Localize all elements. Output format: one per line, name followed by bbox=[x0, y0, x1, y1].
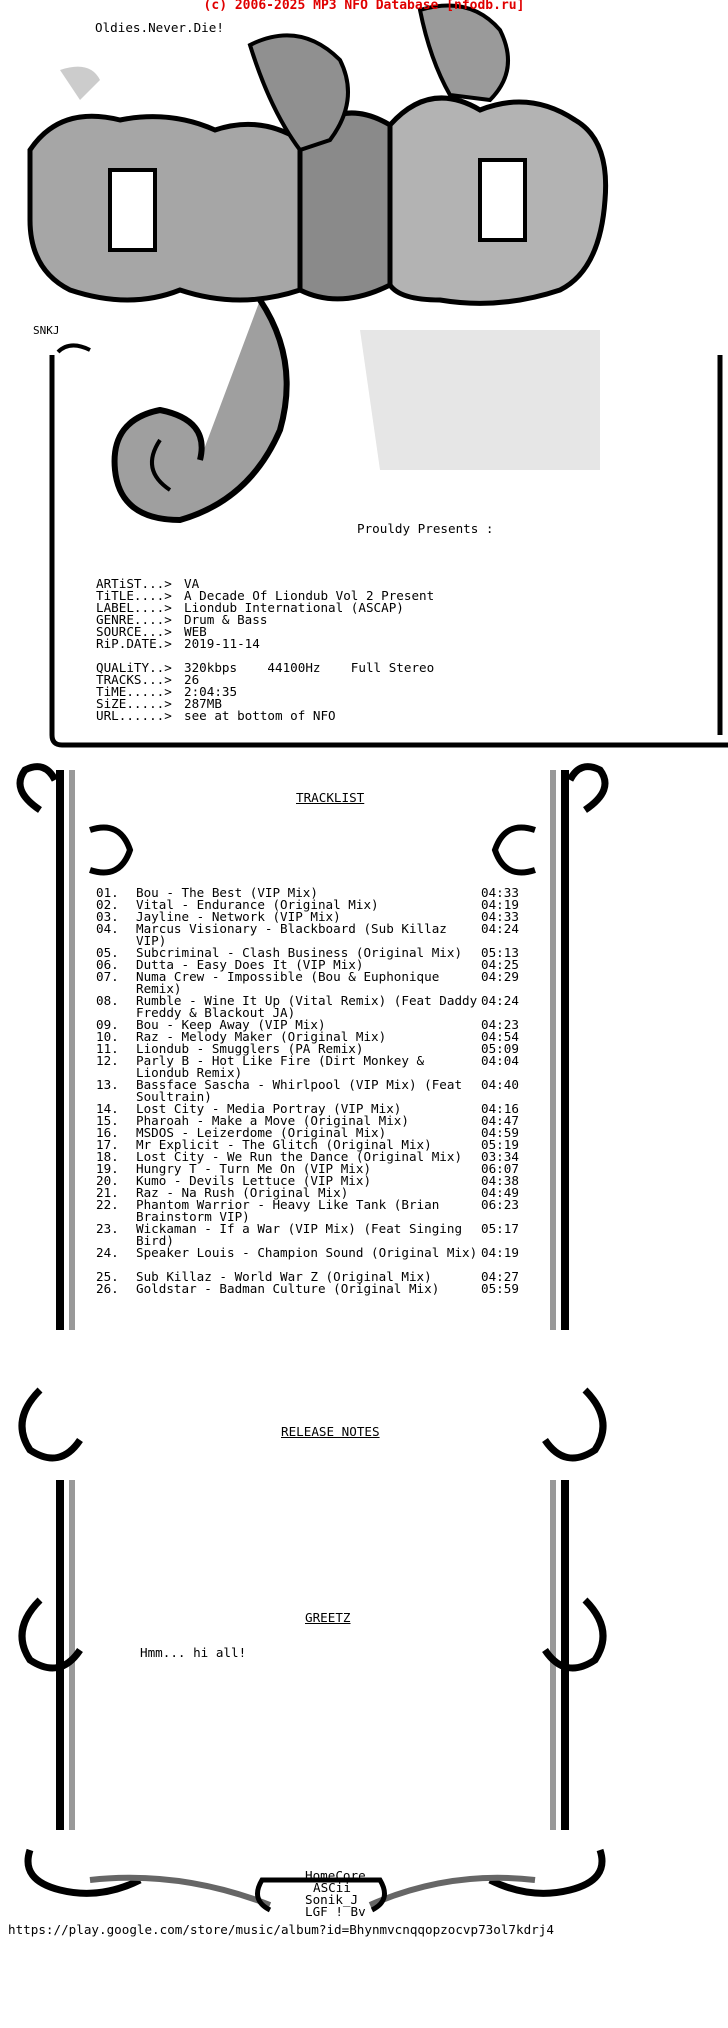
track-duration: 04:24 bbox=[481, 921, 519, 936]
track-title: Subcriminal - Clash Business (Original Mix) bbox=[136, 945, 463, 960]
track-number: 26. bbox=[96, 1281, 119, 1296]
track-duration: 04:59 bbox=[481, 1125, 519, 1140]
track-title: Hungry T - Turn Me On (VIP Mix) bbox=[136, 1161, 372, 1176]
info-value: 2:04:35 bbox=[184, 684, 238, 699]
track-duration: 04:47 bbox=[481, 1113, 519, 1128]
track-title: Rumble - Wine It Up (Vital Remix) (Feat Daddy Freddy & Blackout JA) bbox=[136, 993, 478, 1020]
track-duration: 04:23 bbox=[481, 1017, 519, 1032]
track-duration: 04:54 bbox=[481, 1029, 519, 1044]
track-title: Goldstar - Badman Culture (Original Mix) bbox=[136, 1281, 440, 1296]
info-value: VA bbox=[184, 576, 200, 591]
track-number: 01. bbox=[96, 885, 119, 900]
info-label: SOURCE...> bbox=[96, 624, 172, 639]
track-number: 15. bbox=[96, 1113, 119, 1128]
info-label: ARTiST...> bbox=[96, 576, 172, 591]
track-number: 24. bbox=[96, 1245, 119, 1260]
track-title: Marcus Visionary - Blackboard (Sub Killaz VIP) bbox=[136, 921, 447, 948]
credit-line: HomeCore bbox=[305, 1868, 366, 1883]
track-number: 03. bbox=[96, 909, 119, 924]
track-number: 17. bbox=[96, 1137, 119, 1152]
track-duration: 04:29 bbox=[481, 969, 519, 984]
track-duration: 04:33 bbox=[481, 909, 519, 924]
info-label: SiZE.....> bbox=[96, 696, 172, 711]
tracklist-heading: TRACKLIST bbox=[296, 790, 365, 805]
track-title: Bassface Sascha - Whirlpool (VIP Mix) (Feat Soultrain) bbox=[136, 1077, 463, 1104]
info-value: see at bottom of NFO bbox=[184, 708, 336, 723]
store-url[interactable]: https://play.google.com/store/music/album?id=Bhynmvcnqqopzocvp73ol7kdrj4 bbox=[8, 1922, 554, 1937]
track-title: Raz - Na Rush (Original Mix) bbox=[136, 1185, 349, 1200]
track-duration: 05:59 bbox=[481, 1281, 519, 1296]
track-title: MSDOS - Leizerdome (Original Mix) bbox=[136, 1125, 387, 1140]
tagline: Oldies.Never.Die! bbox=[95, 20, 224, 35]
track-title: Lost City - We Run the Dance (Original Mix) bbox=[136, 1149, 463, 1164]
track-duration: 05:09 bbox=[481, 1041, 519, 1056]
track-title: Bou - The Best (VIP Mix) bbox=[136, 885, 318, 900]
track-number: 10. bbox=[96, 1029, 119, 1044]
track-title: Mr Explicit - The Glitch (Original Mix) bbox=[136, 1137, 432, 1152]
track-number: 12. bbox=[96, 1053, 119, 1068]
info-label: TiME.....> bbox=[96, 684, 172, 699]
track-number: 02. bbox=[96, 897, 119, 912]
track-title: Speaker Louis - Champion Sound (Original Mix) bbox=[136, 1245, 478, 1260]
info-value: Liondub International (ASCAP) bbox=[184, 600, 404, 615]
track-number: 11. bbox=[96, 1041, 119, 1056]
track-number: 09. bbox=[96, 1017, 119, 1032]
track-number: 13. bbox=[96, 1077, 119, 1092]
presents-text: Prouldy Presents : bbox=[357, 521, 494, 536]
track-duration: 04:19 bbox=[481, 897, 519, 912]
track-duration: 03:34 bbox=[481, 1149, 519, 1164]
track-duration: 04:49 bbox=[481, 1185, 519, 1200]
track-duration: 04:38 bbox=[481, 1173, 519, 1188]
info-value: 2019-11-14 bbox=[184, 636, 260, 651]
track-title: Jayline - Network (VIP Mix) bbox=[136, 909, 341, 924]
info-label: RiP.DATE.> bbox=[96, 636, 172, 651]
track-title: Liondub - Smugglers (PA Remix) bbox=[136, 1041, 364, 1056]
track-number: 08. bbox=[96, 993, 119, 1008]
art-signature: SNKJ bbox=[33, 324, 60, 337]
track-title: Lost City - Media Portray (VIP Mix) bbox=[136, 1101, 402, 1116]
track-number: 22. bbox=[96, 1197, 119, 1212]
info-label: TRACKS...> bbox=[96, 672, 172, 687]
track-duration: 04:04 bbox=[481, 1053, 519, 1068]
info-label: URL......> bbox=[96, 708, 172, 723]
track-number: 16. bbox=[96, 1125, 119, 1140]
track-duration: 04:25 bbox=[481, 957, 519, 972]
track-title: Numa Crew - Impossible (Bou & Euphonique Remix) bbox=[136, 969, 440, 996]
info-value: Drum & Bass bbox=[184, 612, 268, 627]
track-title: Kumo - Devils Lettuce (VIP Mix) bbox=[136, 1173, 372, 1188]
track-duration: 06:23 bbox=[481, 1197, 519, 1212]
info-value: 26 bbox=[184, 672, 200, 687]
track-duration: 04:40 bbox=[481, 1077, 519, 1092]
track-number: 06. bbox=[96, 957, 119, 972]
info-value: 287MB bbox=[184, 696, 222, 711]
track-title: Vital - Endurance (Original Mix) bbox=[136, 897, 379, 912]
info-value: WEB bbox=[184, 624, 207, 639]
track-duration: 04:19 bbox=[481, 1245, 519, 1260]
track-duration: 04:33 bbox=[481, 885, 519, 900]
info-label: TiTLE....> bbox=[96, 588, 172, 603]
info-label: QUALiTY..> bbox=[96, 660, 172, 675]
track-duration: 05:17 bbox=[481, 1221, 519, 1236]
track-title: Bou - Keep Away (VIP Mix) bbox=[136, 1017, 326, 1032]
track-title: Parly B - Hot Like Fire (Dirt Monkey & Liondub Remix) bbox=[136, 1053, 425, 1080]
track-number: 19. bbox=[96, 1161, 119, 1176]
track-number: 23. bbox=[96, 1221, 119, 1236]
greetz-text: Hmm... hi all! bbox=[140, 1645, 247, 1660]
credit-line: Sonik_J bbox=[305, 1892, 359, 1907]
logo-art bbox=[30, 6, 606, 521]
track-number: 20. bbox=[96, 1173, 119, 1188]
info-label: GENRE....> bbox=[96, 612, 172, 627]
track-number: 04. bbox=[96, 921, 119, 936]
track-duration: 05:13 bbox=[481, 945, 519, 960]
track-duration: 06:07 bbox=[481, 1161, 519, 1176]
credit-line: LGF ! Bv bbox=[305, 1904, 366, 1919]
credit-line: ASCii bbox=[313, 1880, 351, 1895]
track-duration: 05:19 bbox=[481, 1137, 519, 1152]
track-number: 05. bbox=[96, 945, 119, 960]
info-value: 320kbps 44100Hz Full Stereo bbox=[184, 660, 435, 675]
track-number: 25. bbox=[96, 1269, 119, 1284]
greetz-heading: GREETZ bbox=[305, 1610, 351, 1625]
info-value: A Decade Of Liondub Vol 2 Present bbox=[184, 588, 435, 603]
track-number: 07. bbox=[96, 969, 119, 984]
copyright-banner: (c) 2006-2025 MP3 NFO Database [nfodb.ru] bbox=[203, 0, 525, 13]
track-number: 21. bbox=[96, 1185, 119, 1200]
track-title: Sub Killaz - World War Z (Original Mix) bbox=[136, 1269, 432, 1284]
info-label: LABEL....> bbox=[96, 600, 172, 615]
track-title: Wickaman - If a War (VIP Mix) (Feat Singing Bird) bbox=[136, 1221, 463, 1248]
track-number: 14. bbox=[96, 1101, 119, 1116]
track-duration: 04:16 bbox=[481, 1101, 519, 1116]
track-title: Raz - Melody Maker (Original Mix) bbox=[136, 1029, 387, 1044]
release-notes-heading: RELEASE NOTES bbox=[281, 1424, 380, 1439]
track-title: Pharoah - Make a Move (Original Mix) bbox=[136, 1113, 409, 1128]
track-duration: 04:27 bbox=[481, 1269, 519, 1284]
track-title: Dutta - Easy Does It (VIP Mix) bbox=[136, 957, 364, 972]
track-title: Phantom Warrior - Heavy Like Tank (Brian Brainstorm VIP) bbox=[136, 1197, 440, 1224]
track-number: 18. bbox=[96, 1149, 119, 1164]
track-duration: 04:24 bbox=[481, 993, 519, 1008]
